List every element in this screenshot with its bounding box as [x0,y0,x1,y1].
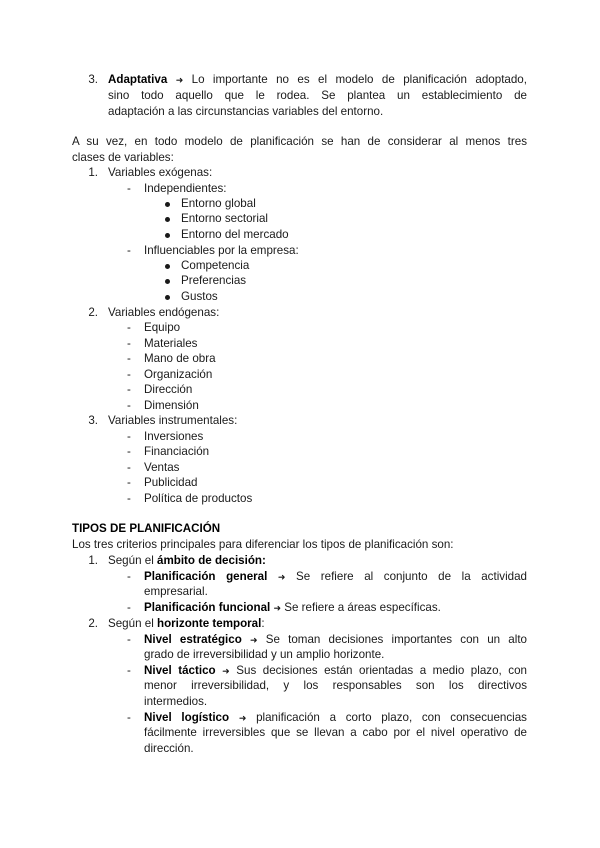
list-number: 2. [88,306,98,319]
dash-marker: - [127,711,131,724]
arrow-icon: ➜ [249,635,258,645]
item-line: dirección. [144,742,194,755]
subgroup-label: Influenciables por la empresa: [144,244,299,257]
bullet-icon [165,233,170,238]
text: Según el [108,617,157,630]
item-line [144,632,527,648]
group-label: Variables endógenas: [108,306,220,319]
list-number: 2. [88,617,98,630]
list-item: Materiales [144,337,198,350]
adaptativa-line-3: adaptación a las circunstancias variables del entorno. [108,105,384,118]
item-line: fácilmente irreversibles que se llevan a cabo por el nivel operativo de [144,726,527,739]
adaptativa-line-2: sino todo aquello que le rodea. Se plantea un establecimiento de [108,89,527,102]
term-adaptativa: Adaptativa [108,73,168,86]
item-line: intermedios. [144,695,208,708]
list-item: Política de productos [144,492,253,505]
bullet-icon [165,264,170,269]
dash-marker: - [127,337,131,350]
dash-marker: - [127,399,131,412]
item-line [144,600,441,616]
variables-intro-line-1: A su vez, en todo modelo de planificación se han de considerar al menos tres [72,135,527,148]
criterion-term: horizonte temporal [157,617,262,630]
arrow-icon: ➜ [277,572,286,582]
bullet-icon [165,202,170,207]
dash-marker: - [127,244,131,257]
term: Nivel estratégico [144,633,242,646]
group-label: Variables exógenas: [108,166,213,179]
criterion-term: ámbito de decisión: [157,554,266,567]
dash-marker: - [127,352,131,365]
dash-marker: - [127,445,131,458]
arrow-icon: ➜ [273,603,282,613]
list-number: 3. [88,73,98,86]
dash-marker: - [127,461,131,474]
text: Se refiere a áreas específicas. [281,601,441,614]
section-heading: TIPOS DE PLANIFICACIÓN [72,522,221,535]
group-label: Variables instrumentales: [108,414,238,427]
variables-intro-line-2: clases de variables: [72,151,174,164]
item-line: grado de irreversibilidad y un amplio horizonte. [144,648,385,661]
list-item: Inversiones [144,430,204,443]
term: Planificación general [144,570,268,583]
item-line: empresarial. [144,585,208,598]
criterion-label [108,553,266,568]
list-item: Dirección [144,383,193,396]
term: Planificación funcional [144,601,271,614]
bullet-icon [165,217,170,222]
list-item: Mano de obra [144,352,216,365]
dash-marker: - [127,321,131,334]
dash-marker: - [127,492,131,505]
criterion-label [108,616,265,631]
list-item: Entorno global [181,197,256,210]
dash-marker: - [127,182,131,195]
list-item: Entorno del mercado [181,228,289,241]
subgroup-label: Independientes: [144,182,227,195]
list-item: Equipo [144,321,181,334]
item-line [144,710,527,726]
arrow-icon: ➜ [238,713,247,723]
adaptativa-line-1 [108,72,527,88]
dash-marker: - [127,570,131,583]
arrow-icon: ➜ [222,666,230,676]
list-item: Organización [144,368,213,381]
dash-marker: - [127,430,131,443]
list-item: Entorno sectorial [181,212,268,225]
bullet-icon [165,295,170,300]
text: Sus decisiones están orientadas a medio plazo, con [229,664,527,677]
text: Lo importante no es el modelo de planificación adoptado, [183,73,527,86]
list-number: 1. [88,554,98,567]
text: : [261,617,265,630]
text: Se refiere al conjunto de la actividad [285,570,527,583]
dash-marker: - [127,601,131,614]
item-line: menor irreversibilidad, y los responsables son los directivos [144,679,527,692]
dash-marker: - [127,368,131,381]
list-item: Publicidad [144,476,198,489]
tipos-intro: Los tres criterios principales para diferenciar los tipos de planificación son: [72,538,454,551]
list-item: Preferencias [181,274,247,287]
item-line [144,569,527,585]
text: Según el [108,554,157,567]
list-item: Ventas [144,461,180,474]
dash-marker: - [127,633,131,646]
text: planificación a corto plazo, con consecuencias [246,711,527,724]
list-item: Dimensión [144,399,199,412]
bullet-icon [165,279,170,284]
list-item: Gustos [181,290,218,303]
dash-marker: - [127,664,131,677]
arrow-icon: ➜ [175,75,184,85]
dash-marker: - [127,476,131,489]
dash-marker: - [127,383,131,396]
list-number: 1. [88,166,98,179]
list-item: Competencia [181,259,250,272]
list-item: Financiación [144,445,210,458]
list-number: 3. [88,414,98,427]
term: Nivel logístico [144,711,230,724]
text: Se toman decisiones importantes con un alto [257,633,527,646]
item-line [144,663,527,679]
term: Nivel táctico [144,664,216,677]
